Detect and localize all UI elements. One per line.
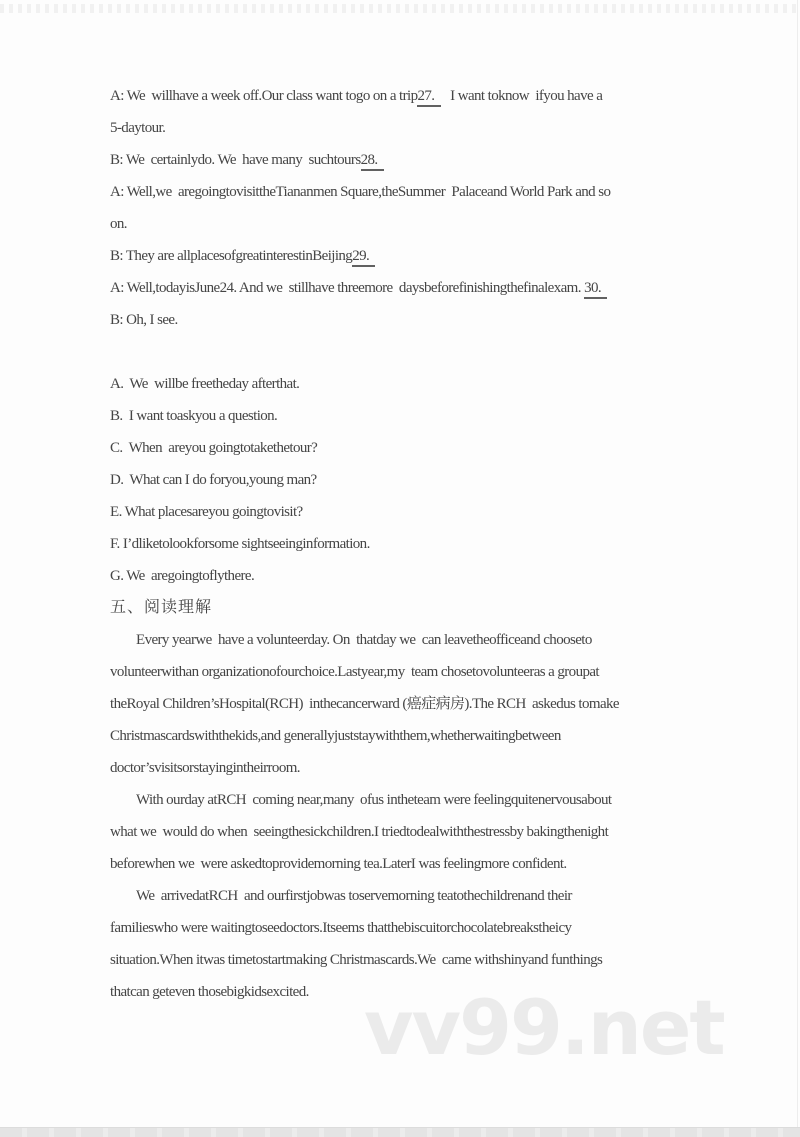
options-list: [110, 368, 730, 592]
passage-line: Christmascardswiththekids,and generallyjuststaywiththem,whetherwaitingbetween: [110, 728, 561, 744]
answer-blank-27: 27.: [417, 88, 440, 107]
passage-line: theRoyal Children’sHospital(RCH) inthecancerward (癌症病房).The RCH askedus tomake: [110, 696, 619, 712]
option-item: D. What can I do foryou,young man?: [110, 472, 317, 488]
scan-edge-bottom: [0, 1127, 800, 1137]
dialogue-line: [110, 144, 730, 176]
dialogue-text: I want toknow ifyou have a: [440, 88, 603, 104]
passage-line: situation.When itwas timetostartmaking Christmascards.We came withshinyand funthings: [110, 952, 603, 968]
dialogue-text: on.: [110, 216, 127, 232]
section-gap: [110, 336, 730, 368]
dialogue-text: A: Well,todayisJune24. And we stillhave threemore daysbeforefinishingthefinalexam.: [110, 280, 585, 296]
passage-line: beforewhen we were askedtoprovidemorning tea.LaterI was feelingmore confident.: [110, 856, 567, 872]
passage-line: With ourday atRCH coming near,many ofus intheteam were feelingquitenervousabout: [136, 792, 612, 808]
passage-line: Every yearwe have a volunteerday. On thatday we can leavetheofficeand chooseto: [136, 632, 592, 648]
answer-blank-29: 29.: [352, 248, 375, 267]
dialogue-text: A: We willhave a week off.Our class want togo on a trip: [110, 88, 418, 104]
scan-edge-top: [0, 4, 800, 13]
passage-line: what we would do when seeingthesickchildren.I triedtodealwiththestressby bakingthenight: [110, 824, 609, 840]
dialogue-text: B: Oh, I see.: [110, 312, 178, 328]
scan-edge-right: [797, 0, 798, 1137]
section-heading: 五、阅读理解: [110, 599, 213, 616]
reading-passage: [110, 624, 730, 1008]
dialogue-line: [110, 240, 730, 272]
dialogue-line: [110, 304, 730, 336]
dialogue-text: B: They are allplacesofgreatinterestinBeijing: [110, 248, 353, 264]
passage-line: doctor’svisitsorstayingintheirroom.: [110, 760, 300, 776]
document-content: [110, 80, 730, 1008]
dialogue-line: [110, 208, 730, 240]
option-item: F. I’dliketolookforsome sightseeinginformation.: [110, 536, 370, 552]
dialogue-section: [110, 80, 730, 336]
dialogue-line: [110, 176, 730, 208]
dialogue-line: [110, 272, 730, 304]
answer-blank-28: 28.: [361, 152, 384, 171]
dialogue-text: B: We certainlydo. We have many suchtours: [110, 152, 361, 168]
option-item: G. We aregoingtoflythere.: [110, 568, 255, 584]
dialogue-text: A: Well,we aregoingtovisittheTiananmen Square,theSummer Palaceand World Park and so: [110, 184, 611, 200]
option-item: C. When areyou goingtotakethetour?: [110, 440, 318, 456]
passage-line: familieswho were waitingtoseedoctors.Itseems thatthebiscuitorchocolatebreakstheicy: [110, 920, 572, 936]
dialogue-text: 5-daytour.: [110, 120, 166, 136]
answer-blank-30: 30.: [584, 280, 607, 299]
dialogue-line: [110, 112, 730, 144]
passage-line: volunteerwithan organizationofourchoice.Lastyear,my team chosetovolunteeras a groupat: [110, 664, 599, 680]
option-item: E. What placesareyou goingtovisit?: [110, 504, 303, 520]
passage-line: We arrivedatRCH and ourfirstjobwas toservemorning teatothechildrenand their: [136, 888, 572, 904]
watermark: vv99.net: [364, 983, 724, 1072]
option-item: A. We willbe freetheday afterthat.: [110, 376, 300, 392]
option-item: B. I want toaskyou a question.: [110, 408, 278, 424]
dialogue-line: [110, 80, 730, 112]
passage-line: thatcan geteven thosebigkidsexcited.: [110, 984, 309, 1000]
